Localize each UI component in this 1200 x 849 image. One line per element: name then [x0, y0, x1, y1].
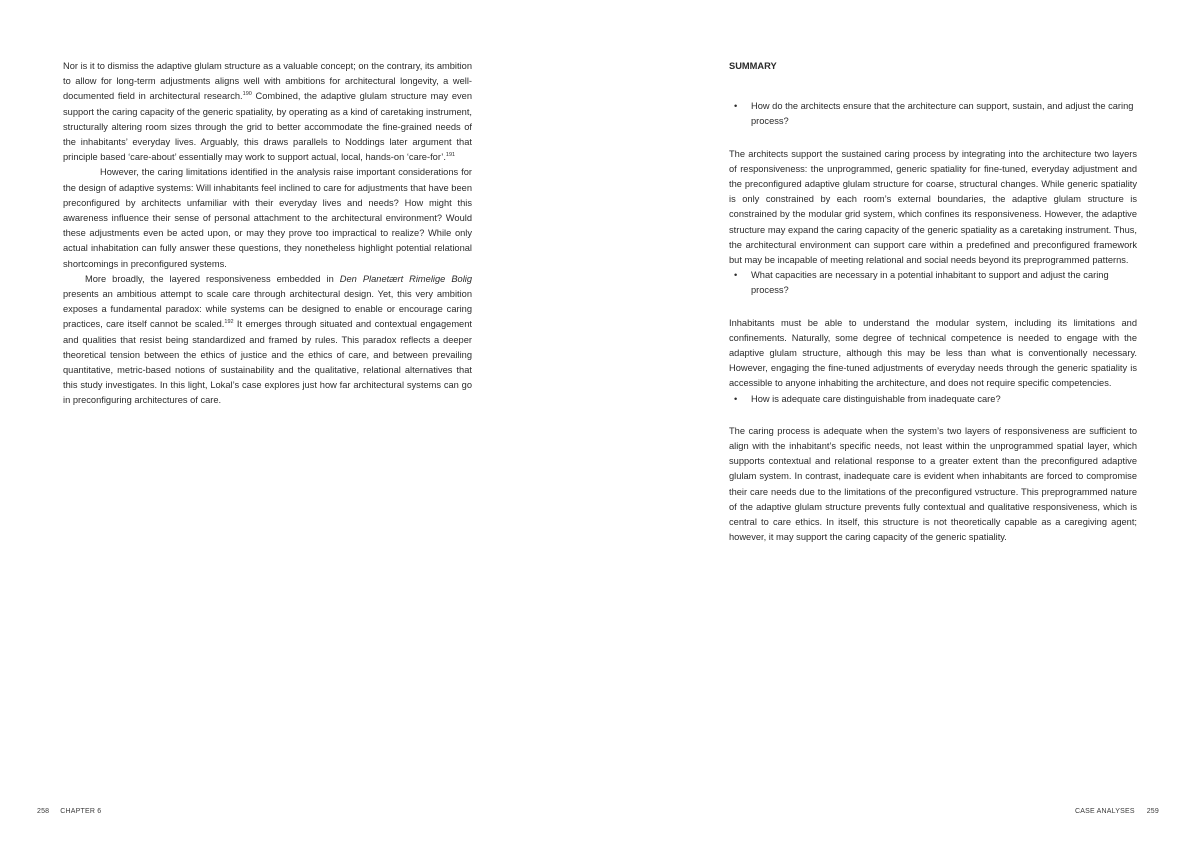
- project-title: Den Planetært Rimelige Bolig: [339, 273, 472, 284]
- page-number-left: 258: [37, 808, 50, 815]
- chapter-label: CHAPTER 6: [60, 808, 102, 815]
- answer-2: Inhabitants must be able to understand the modular system, including its limitations and confinements. Naturally, some degree of technical competence is needed to engage with the adaptive glulam structure, although this may be less than what is conventionally necessary. However, engaging the fine-tuned adjustments of everyday needs through the generic spatiality is accessible to anyone inhabiting the architecture, and does not require specific competencies.: [729, 317, 1137, 389]
- section-label: CASE ANALYSES: [1075, 808, 1135, 815]
- footer-right: [1075, 808, 1159, 815]
- right-page: [600, 0, 1200, 849]
- bullet-icon: •: [734, 101, 738, 112]
- question-3: [729, 392, 1137, 407]
- bullet-icon: •: [734, 393, 738, 404]
- right-text-column: [729, 59, 1137, 545]
- question-2-text: What capacities are necessary in a potential inhabitant to support and adjust the caring process?: [751, 270, 1109, 296]
- footnote-ref-190[interactable]: 190: [242, 91, 252, 98]
- question-3-text: How is adequate care distinguishable from inadequate care?: [751, 393, 1001, 404]
- page-number-right: 259: [1146, 808, 1159, 815]
- footnote-ref-192[interactable]: 192: [224, 319, 234, 326]
- footnote-ref-191[interactable]: 191: [445, 152, 456, 159]
- answer-3: The caring process is adequate when the system’s two layers of responsiveness are sufficient to align with the inhabitant’s specific needs, not least within the unprogrammed spatial layer, which supports contextual and relational response to a greater extent than the preconfigured adaptive glulam system. In contrast, inadequate care is evident when inhabitants are forced to compromise their care needs due to the limitations of the preconfigured vstructure. This preprogrammed nature of the adaptive glulam structure prevents fully contextual and qualitative responsiveness, which is central to care ethics. In itself, this structure is not theoretically capable as a caregiving agent; however, it may support the caring capacity of the generic spatiality.: [729, 425, 1137, 543]
- question-1-text: How do the architects ensure that the architecture can support, sustain, and adjust the caring process?: [751, 101, 1134, 127]
- paragraph-1: Nor is it to dismiss the adaptive glulam structure as a valuable concept; on the contrary, its ambition to allow for long-term adjustments aligns well with ambitions for architectural longevity, a well-documented field in architectural research.$^{190}$ Combined, the adaptive glulam structure may even support the caring capacity of the generic spatiality, by operating as a kind of caretaking instrument, structurally altering room sizes through the grid to better accommodate the fine-grained needs of the inhabitants’ everyday lives. Arguably, this draws parallels to Noddings later argument that principle based ‘care-about’ essentially may work to support actual, local, hands-on ‘care-for’.$^{191}$: [63, 61, 473, 163]
- question-1: [729, 99, 1137, 129]
- left-text-column: [63, 59, 472, 409]
- paragraph-3: More broadly, the layered responsiveness embedded in Den Planetært Rimelige Bolig presents an ambitious attempt to scale care through architectural design. Yet, this very ambition exposes a fundamental paradox: while systems can be designed to enable or encourage caring practices, care itself cannot be scaled.$^{192}$ It emerges through situated and contextual engagement and qualities that resist being standardized and framed by rules. This paradox reflects a deeper theoretical tension between the ethics of justice and the ethics of care, and between prevailing quantitative, metric-based notions of sustainability and the qualitative, relational alternatives that this study investigates. In this light, Lokal’s case explores just how far architectural systems can go in preconfiguring architectures of care.: [63, 273, 472, 406]
- bullet-icon: •: [734, 270, 738, 281]
- paragraph-2: However, the caring limitations identified in the analysis raise important considerations for the design of adaptive systems: Will inhabitants feel inclined to care for adjustments that have been preconfigured by architects unfamiliar with their everyday lives and needs? How might this awareness influence their sense of personal attachment to the architectural environment? Would these adjustments even be acted upon, or may they prove too impractical to realize? While only actual inhabitation can fully answer these questions, they nonetheless highlight potential relational shortcomings in preconfigured systems.: [63, 167, 472, 269]
- question-2: [729, 268, 1137, 298]
- answer-1: The architects support the sustained caring process by integrating into the architecture two layers of responsiveness: the unprogrammed, generic spatiality for fine-tuned, everyday adjustment and the preconfigured adaptive glulam structure for coarse, structural changes. While generic spatiality is only constrained by each room’s external boundaries, the adaptive glulam structure is constrained by the modular grid system, which confines its responsiveness. However, the adaptive structure may expand the caring capacity of the generic spatiality as a caretaking instrument. Thus, the architectural environment can support care within a predefined and preconfigured framework but may be incapable of meeting relational and social needs beyond its preprogrammed patterns.: [729, 148, 1137, 266]
- footer-left: [37, 808, 101, 815]
- summary-heading: SUMMARY: [729, 61, 777, 71]
